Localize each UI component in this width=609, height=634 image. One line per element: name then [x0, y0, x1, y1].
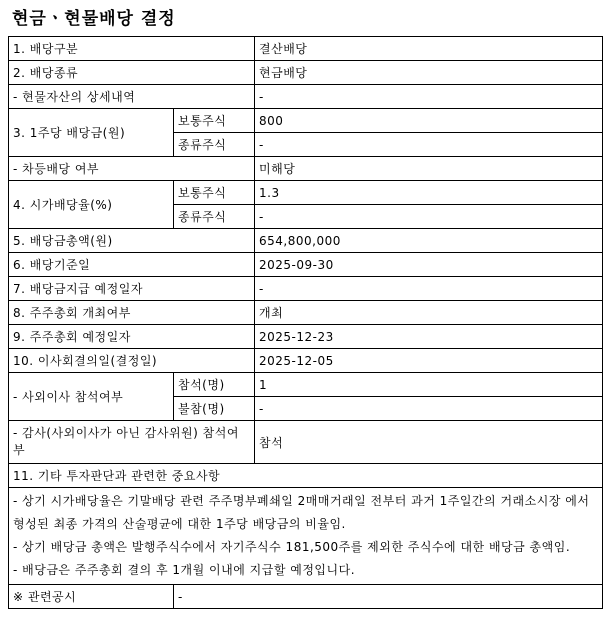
row-label: 8. 주주총회 개최여부 — [9, 301, 255, 325]
row-value: 2025-12-05 — [255, 349, 603, 373]
table-row — [9, 349, 603, 373]
notes-cell — [9, 488, 603, 585]
row-label: 1. 배당구분 — [9, 37, 255, 61]
row-label: 7. 배당금지급 예정일자 — [9, 277, 255, 301]
table-row — [9, 421, 603, 464]
row-value: 미해당 — [255, 157, 603, 181]
sub-label: 보통주식 — [174, 109, 255, 133]
row-value: 800 — [255, 109, 603, 133]
row-value: 1.3 — [255, 181, 603, 205]
sub-label: 참석(명) — [174, 373, 255, 397]
row-value: - — [255, 397, 603, 421]
row-value: - — [255, 85, 603, 109]
sub-label: 불참(명) — [174, 397, 255, 421]
table-row — [9, 277, 603, 301]
row-value: 654,800,000 — [255, 229, 603, 253]
table-row — [9, 253, 603, 277]
row-value: 참석 — [255, 421, 603, 464]
row-value: - — [255, 277, 603, 301]
row-value: 현금배당 — [255, 61, 603, 85]
row-value: 개최 — [255, 301, 603, 325]
sub-label: 종류주식 — [174, 205, 255, 229]
note-item: - 배당금은 주주총회 결의 후 1개월 이내에 지급할 예정입니다. — [13, 563, 356, 577]
note-item: - 상기 시가배당율은 기말배당 관련 주주명부폐쇄일 2매매거래일 전부터 과거 1주일간의 거래소시장 에서 형성된 최종 가격의 산술평균에 대한 1주당 배당금의 비율임. — [13, 494, 590, 531]
row-label: - 사외이사 참석여부 — [9, 373, 174, 421]
note-item: - 상기 배당금 총액은 발행주식수에서 자기주식수 181,500주를 제외한 주식수에 대한 배당금 총액임. — [13, 540, 571, 554]
row-label: 5. 배당금총액(원) — [9, 229, 255, 253]
row-label: 11. 기타 투자판단과 관련한 중요사항 — [9, 464, 603, 488]
table-row — [9, 464, 603, 488]
table-row — [9, 373, 603, 397]
dividend-table — [8, 36, 603, 609]
row-value: - — [255, 205, 603, 229]
table-row — [9, 325, 603, 349]
table-row — [9, 37, 603, 61]
row-label: 9. 주주총회 예정일자 — [9, 325, 255, 349]
row-value: - — [174, 585, 603, 609]
row-value: 1 — [255, 373, 603, 397]
table-row — [9, 229, 603, 253]
row-value: 2025-09-30 — [255, 253, 603, 277]
row-label: 2. 배당종류 — [9, 61, 255, 85]
row-label: 4. 시가배당율(%) — [9, 181, 174, 229]
table-row — [9, 301, 603, 325]
table-row — [9, 157, 603, 181]
sub-label: 종류주식 — [174, 133, 255, 157]
table-row — [9, 488, 603, 585]
row-value: 결산배당 — [255, 37, 603, 61]
row-label: 10. 이사회결의일(결정일) — [9, 349, 255, 373]
row-value: - — [255, 133, 603, 157]
row-label: 3. 1주당 배당금(원) — [9, 109, 174, 157]
sub-label: 보통주식 — [174, 181, 255, 205]
table-row — [9, 181, 603, 205]
row-label: ※ 관련공시 — [9, 585, 174, 609]
row-label: - 현물자산의 상세내역 — [9, 85, 255, 109]
row-label: - 차등배당 여부 — [9, 157, 255, 181]
page-title: 현금ㆍ현물배당 결정 — [12, 9, 176, 29]
table-row — [9, 585, 603, 609]
row-label: - 감사(사외이사가 아닌 감사위원) 참석여부 — [9, 421, 255, 464]
table-row — [9, 109, 603, 133]
row-label: 6. 배당기준일 — [9, 253, 255, 277]
table-row — [9, 85, 603, 109]
row-value: 2025-12-23 — [255, 325, 603, 349]
table-row — [9, 61, 603, 85]
